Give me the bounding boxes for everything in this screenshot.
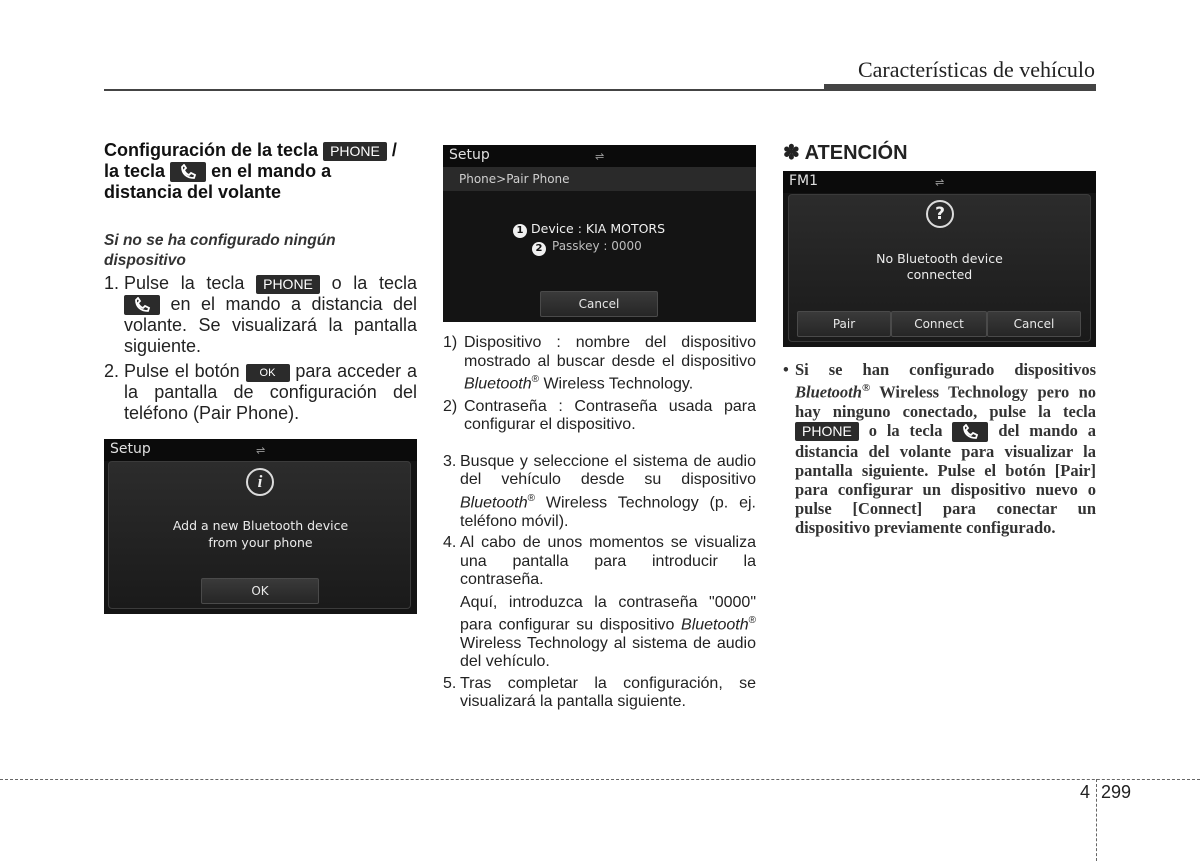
step-text: Aquí, introduzca la contraseña "0000" para configurar su dispositivo xyxy=(460,593,756,634)
step-number: 2. xyxy=(104,361,120,382)
header-rule xyxy=(104,89,1096,91)
step-number: 3. xyxy=(443,452,457,470)
marker-1: 1 xyxy=(513,224,527,238)
middle-column xyxy=(443,334,756,712)
screen-title: Setup xyxy=(449,147,490,163)
ok-key-icon: OK xyxy=(246,364,290,382)
registered-mark: ® xyxy=(527,492,535,504)
dialog-message-line-2: from your phone xyxy=(208,535,313,550)
footer-divider xyxy=(1096,779,1097,861)
passkey-line: Passkey : 0000 xyxy=(552,239,642,253)
attention-text-part: del mando a distancia del volante para visualizar la pantalla siguiente. Pulse el botón [Pair] para configurar un dispositivo nuevo o pulse [Connect] para conectar un dispositivo previamente configurado. xyxy=(795,420,1097,537)
bluetooth-brand: Bluetooth xyxy=(460,494,528,512)
screen-title: FM1 xyxy=(789,173,819,189)
attention-text-part: Wireless Technology pero no hay ninguno conectado, pulse la tecla xyxy=(795,382,1097,421)
attention-text-part: o la tecla xyxy=(868,420,943,440)
footer-rule xyxy=(0,779,1200,780)
step-number: 5. xyxy=(443,674,457,692)
step-number: 1. xyxy=(104,273,120,293)
usb-icon: ⇌ xyxy=(935,176,945,189)
note-number: 1) xyxy=(443,334,458,351)
step-2 xyxy=(104,361,417,424)
step-text: Pulse la tecla xyxy=(124,273,245,293)
screen-pair-phone xyxy=(443,145,756,322)
phone-key-icon: PHONE xyxy=(795,422,859,441)
step-5 xyxy=(443,675,756,712)
heading-text-4: distancia del volante xyxy=(104,182,282,202)
attention-symbol-icon: ✽ xyxy=(783,142,800,164)
section-heading xyxy=(104,140,417,202)
step-text: Al cabo de unos momentos se visualiza una pantalla para introducir la contraseña. xyxy=(460,534,756,589)
note-number: 2) xyxy=(443,397,458,415)
note-text: Dispositivo : nombre del dispositivo mostrado al buscar desde el dispositivo xyxy=(464,334,756,370)
info-icon: i xyxy=(246,468,274,496)
registered-mark: ® xyxy=(748,615,756,627)
note-text: Contraseña : Contraseña usada para configurar el dispositivo. xyxy=(464,397,756,434)
step-number: 4. xyxy=(443,534,457,552)
left-column xyxy=(104,140,417,424)
call-key-icon xyxy=(124,295,160,315)
registered-mark: ® xyxy=(861,382,871,394)
step-text: Wireless Technology al sistema de audio del vehículo. xyxy=(460,634,756,671)
pair-button[interactable]: Pair xyxy=(797,311,891,337)
registered-mark: ® xyxy=(531,374,539,385)
attention-heading xyxy=(783,140,908,165)
heading-text-1: Configuración de la tecla xyxy=(104,140,319,160)
step-text: para acceder a la pantalla de configuración del teléfono (Pair Phone). xyxy=(124,361,417,424)
dialog-message-line-1: Add a new Bluetooth device xyxy=(172,518,349,533)
bluetooth-brand: Bluetooth xyxy=(795,382,862,402)
question-icon: ? xyxy=(926,200,954,228)
call-key-icon xyxy=(170,162,206,182)
note-1 xyxy=(443,334,756,394)
attention-title: ATENCIÓN xyxy=(804,142,908,164)
step-text: Wireless Technology (p. ej. teléfono móvil). xyxy=(460,494,756,530)
call-key-icon xyxy=(952,422,988,442)
step-text: Busque y seleccione el sistema de audio del vehículo desde su dispositivo xyxy=(460,452,756,489)
heading-slash: / xyxy=(391,140,397,160)
marker-2: 2 xyxy=(532,242,546,256)
step-text: en el mando a distancia del volante. Se visualizará la pantalla siguiente. xyxy=(124,294,417,357)
bluetooth-brand: Bluetooth xyxy=(681,616,749,634)
dialog-message-line-1: No Bluetooth device xyxy=(876,251,1003,266)
bullet: • xyxy=(783,360,789,379)
note-text: Wireless Technology. xyxy=(543,375,694,393)
note-2 xyxy=(443,398,756,435)
cancel-button[interactable]: Cancel xyxy=(540,291,658,317)
chapter-number: 4 xyxy=(1080,782,1091,802)
step-text: Tras completar la configuración, se visualizará la pantalla siguiente. xyxy=(460,674,756,711)
ok-button[interactable]: OK xyxy=(201,578,319,604)
bluetooth-brand: Bluetooth xyxy=(464,375,532,393)
connect-button[interactable]: Connect xyxy=(891,311,987,337)
attention-text-part: Si se han configurado dispositivos xyxy=(795,360,1096,379)
dialog-message-line-2: connected xyxy=(906,267,973,282)
heading-text-3: en el mando a xyxy=(211,160,332,181)
step-4 xyxy=(443,534,756,672)
step-text: o la tecla xyxy=(331,273,417,293)
step-1 xyxy=(104,273,417,357)
phone-key-icon: PHONE xyxy=(256,275,320,294)
running-header-title: Características de vehículo xyxy=(857,57,1095,82)
attention-text xyxy=(783,360,1096,537)
usb-icon: ⇌ xyxy=(256,444,266,457)
screen-title: Setup xyxy=(110,441,151,457)
usb-icon: ⇌ xyxy=(595,150,605,163)
heading-text-2: la tecla xyxy=(104,160,166,181)
page-number: 299 xyxy=(1101,782,1132,802)
subheading: Si no se ha configurado ningún dispositivo xyxy=(104,232,336,269)
screen-no-device xyxy=(783,171,1096,347)
step-text: Pulse el botón xyxy=(124,361,240,382)
phone-key-icon: PHONE xyxy=(323,142,387,161)
breadcrumb: Phone>Pair Phone xyxy=(443,167,756,191)
step-3 xyxy=(443,453,756,531)
cancel-button[interactable]: Cancel xyxy=(987,311,1081,337)
step-4-paragraph-2 xyxy=(460,594,756,672)
device-name-line: Device : KIA MOTORS xyxy=(531,221,666,236)
screen-add-device xyxy=(104,439,417,614)
